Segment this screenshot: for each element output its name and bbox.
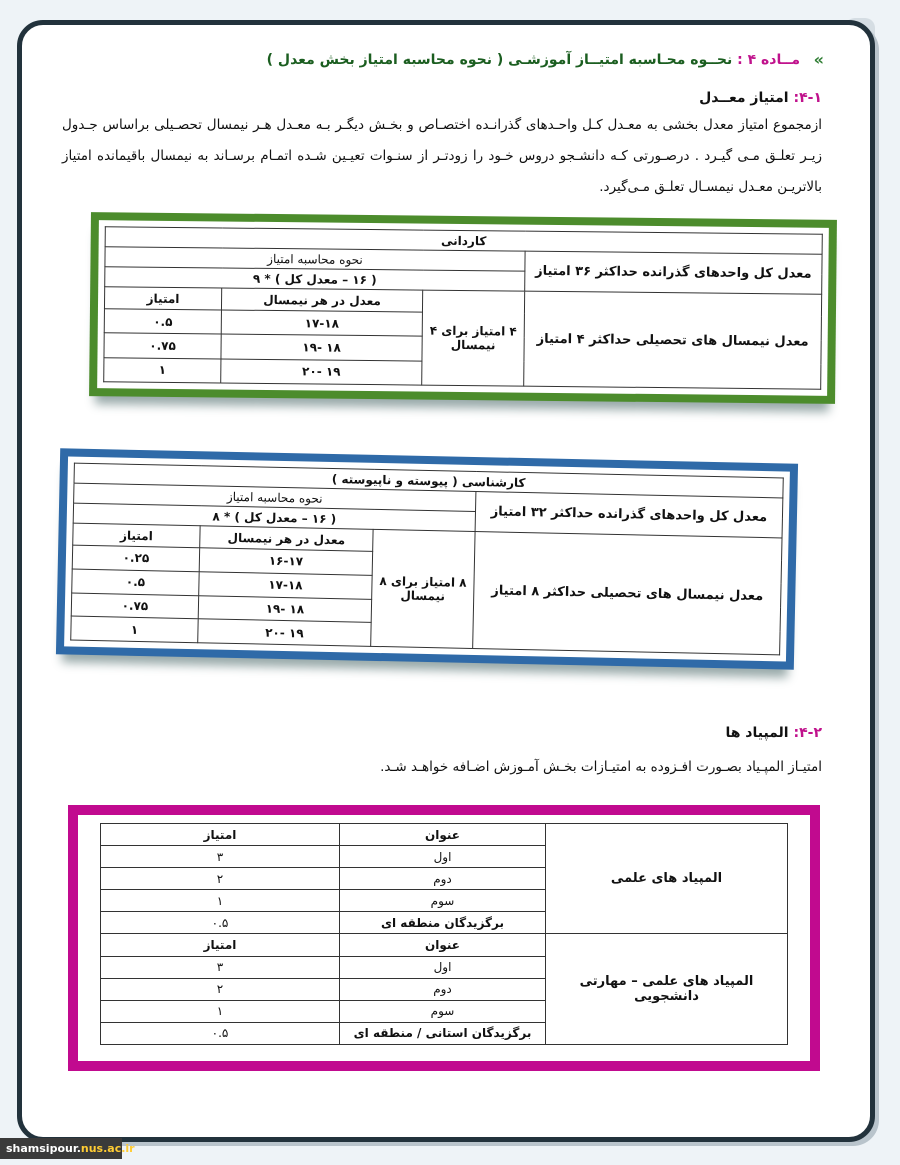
karshenasi-total-label: معدل کل واحدهای گذرانده حداکثر ۳۲ امتیاز [475,492,783,538]
title-cell: دوم [340,978,546,1000]
points-cell: ۰.۵ [101,912,340,934]
kardani-title: کاردانی [105,227,822,255]
karshenasi-calc-label: نحوه محاسبه امتیاز [74,483,476,511]
col-points: امتیاز [101,824,340,846]
site-suffix: nus.ac.ir [80,1142,135,1155]
range-cell: ۱۸ -۱۹ [198,595,371,622]
title-cell: سوم [340,1000,546,1022]
col-points: امتیاز [101,934,340,956]
karshenasi-table [70,463,784,656]
points-cell: ۳ [101,846,340,868]
points-cell: ۰.۲۵ [72,545,199,571]
chevron-left-icon: « [813,50,824,69]
points-cell: ۰.۷۵ [71,593,198,619]
title-cell: اول [340,846,546,868]
section2-title: المپیاد ها [725,725,789,741]
kardani-col-avg: معدل در هر نیمسال [221,288,422,312]
title-cell: برگزیدگان استانی / منطقه ای [340,1022,546,1044]
points-cell: ۰.۵ [101,1022,340,1044]
points-cell: ۰.۷۵ [104,333,221,359]
title-cell: برگزیدگان منطقه ای [340,912,546,934]
karshenasi-col-points: امتیاز [73,523,200,548]
kardani-points-note: ۴ امتیاز برای ۴ نیمسال [422,290,525,386]
kardani-col-points: امتیاز [104,287,221,310]
section1-title: امتیاز معــدل [699,90,789,106]
title-cell: دوم [340,868,546,890]
olympiad-group-label: المپیاد های علمی – مهارتی دانشجویی [546,934,788,1045]
points-cell: ۲ [101,978,340,1000]
points-cell: ۰.۵ [104,309,221,335]
site-footer[interactable] [0,1138,135,1159]
karshenasi-points-note: ۸ امتیاز برای ۸ نیمسال [371,529,475,648]
kardani-calc-formula: ( ۱۶ – معدل کل ) * ۹ [105,267,525,291]
section1-heading [699,90,822,106]
range-cell: ۱۶-۱۷ [199,548,372,575]
points-cell: ۲ [101,868,340,890]
kardani-table-frame [89,212,837,404]
kardani-calc-label: نحوه محاسبه امتیاز [105,247,525,271]
title-cell: اول [340,956,546,978]
olympiad-table-frame [68,805,820,1071]
karshenasi-col-avg: معدل در هر نیمسال [200,526,373,552]
kardani-semester-label: معدل نیمسال های تحصیلی حداکثر ۴ امتیاز [524,291,822,389]
col-title: عنوان [340,824,546,846]
section2-heading [725,725,822,741]
section2-number: ۴-۲: [793,725,822,741]
range-cell: ۱۸ -۱۹ [221,334,422,360]
range-cell: ۱۹ -۲۰ [221,359,422,385]
section2-paragraph: امتیـاز المپـیاد بصـورت افـزوده به امتیـازات بخـش آمـوزش اضـافه خواهـد شـد. [380,759,822,775]
points-cell: ۳ [101,956,340,978]
range-cell: ۱۷-۱۸ [221,310,422,336]
points-cell: ۱ [71,616,198,642]
section1-number: ۴-۱: [793,90,822,106]
article-number: مــاده ۴ : [737,52,800,68]
article-title: نحــوه محـاسبه امتيــاز آموزشـی ( نحوه محاسبه امتياز بخش معدل ) [266,52,733,68]
points-cell: ۰.۵ [72,569,199,595]
kardani-table [103,226,823,390]
olympiad-group-label: المپیاد های علمی [546,824,788,934]
section1-paragraph: ازمجموع امتیاز معدل بخشی به معـدل کـل واحـدهای گذرانـده اختصـاص و بخـش دیگـر بـه معـدل هـر نیمسال تحصـیلی براساس جـدول زیـر تعلـق مـی گیـرد . درصـورتی کـه دانشـجو دروس خـود را زودتـر از سنـوات تعیـین شـده اتمـام برسـاند به نیمسال باقیمانده امتیاز بالاتریـن معـدل نیمسـال تعلـق مـی‌گیرد. [62,117,822,195]
points-cell: ۱ [101,1000,340,1022]
range-cell: ۱۷-۱۸ [199,571,372,598]
karshenasi-semester-label: معدل نیمسال های تحصیلی حداکثر ۸ امتیاز [473,532,782,655]
col-title: عنوان [340,934,546,956]
points-cell: ۱ [101,890,340,912]
karshenasi-calc-formula: ( ۱۶ – معدل کل ) * ۸ [73,503,475,531]
article-heading [267,52,800,68]
points-cell: ۱ [104,357,221,383]
olympiad-table [100,823,788,1045]
kardani-total-label: معدل کل واحدهای گذرانده حداکثر ۳۶ امتیاز [525,251,822,294]
karshenasi-title: کارشناسی ( پیوسته و ناپیوسته ) [74,463,783,498]
site-prefix: shamsipour. [6,1142,81,1155]
range-cell: ۱۹ -۲۰ [198,619,371,646]
title-cell: سوم [340,890,546,912]
karshenasi-table-frame [56,448,798,669]
